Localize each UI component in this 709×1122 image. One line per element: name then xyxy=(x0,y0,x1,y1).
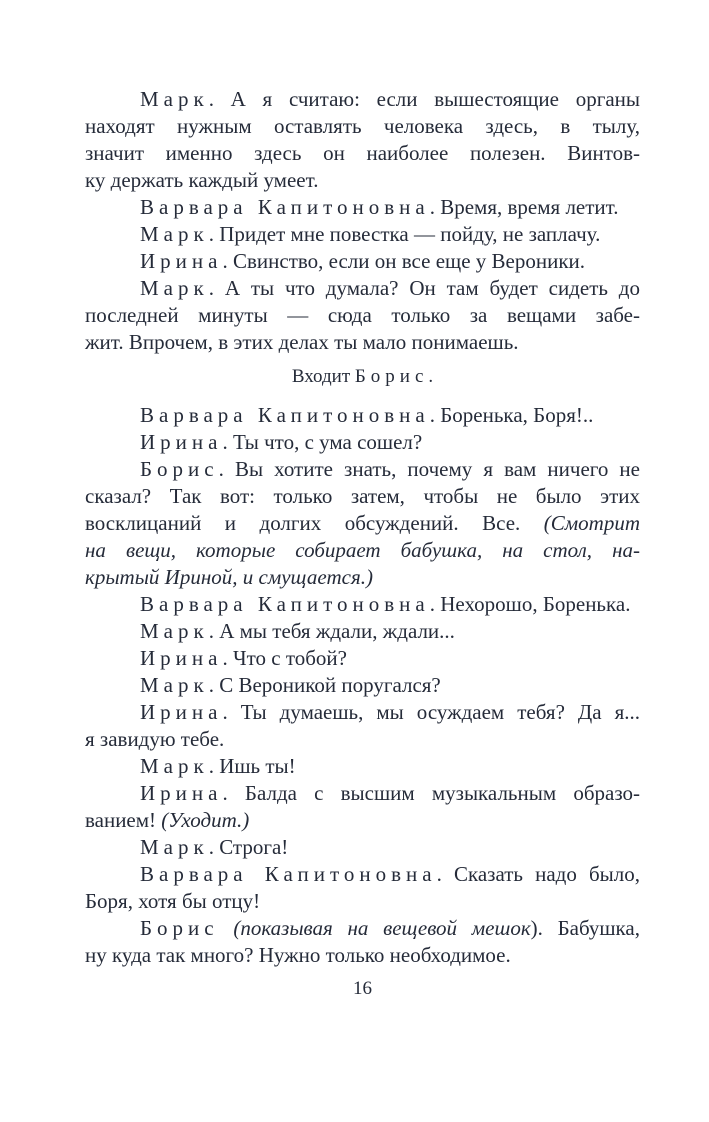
dialogue-paragraph xyxy=(85,194,640,221)
speaker-name: Ирина xyxy=(140,781,223,805)
dialogue-text: сказал? Так вот: только затем, чтобы не было этих xyxy=(85,484,640,508)
speaker-name: Марк xyxy=(140,673,209,697)
dialogue-paragraph xyxy=(85,248,640,275)
dialogue-text: . Боренька, Боря!.. xyxy=(429,403,594,427)
dialogue-paragraph xyxy=(85,402,640,429)
speaker-name: Варвара Капитоновна xyxy=(140,195,430,219)
text-line xyxy=(85,591,640,618)
speaker-name: Марк xyxy=(140,87,209,111)
dialogue-text: . xyxy=(428,366,434,387)
dialogue-text: ну куда так много? Нужно только необходимое. xyxy=(85,943,511,967)
stage-note-text: (показывая на вещевой мешок xyxy=(233,916,531,940)
speaker-name: Варвара Капитоновна xyxy=(140,403,430,427)
text-line xyxy=(85,456,640,483)
text-line xyxy=(85,510,640,537)
dialogue-text: . Что с тобой? xyxy=(222,646,347,670)
text-line xyxy=(85,363,640,390)
dialogue-paragraph xyxy=(85,456,640,591)
dialogue-paragraph xyxy=(85,834,640,861)
dialogue-text xyxy=(219,916,234,940)
speaker-name: Марк xyxy=(140,835,209,859)
dialogue-text: . А ты что думала? Он там будет сидеть до xyxy=(208,276,640,300)
text-line xyxy=(85,645,640,672)
dialogue-text: Боря, хотя бы отцу! xyxy=(85,889,261,913)
stage-note-text: (Смотрит xyxy=(543,511,640,535)
text-line xyxy=(85,726,640,753)
dialogue-paragraph xyxy=(85,780,640,834)
speaker-name: Борис xyxy=(140,457,219,481)
speaker-name: Ирина xyxy=(140,646,223,670)
speaker-name: Варвара Капитоновна xyxy=(140,862,437,886)
speaker-name: Марк xyxy=(140,276,209,300)
dialogue-text: . Время, время летит. xyxy=(429,195,619,219)
dialogue-text: . Вы хотите знать, почему я вам ничего не xyxy=(218,457,640,481)
speaker-name: Марк xyxy=(140,619,209,643)
text-line xyxy=(85,167,640,194)
text-line xyxy=(85,329,640,356)
stage-note-text: крытый Ириной, и смущается.) xyxy=(85,565,373,589)
text-line xyxy=(85,780,640,807)
dialogue-paragraph xyxy=(85,915,640,969)
speaker-name: Ирина xyxy=(140,430,223,454)
text-line xyxy=(85,861,640,888)
dialogue-paragraph xyxy=(85,429,640,456)
text-block xyxy=(85,86,640,969)
dialogue-text: находят нужным оставлять человека здесь, в тылу, xyxy=(85,114,640,138)
text-line xyxy=(85,618,640,645)
speaker-name: Борис xyxy=(354,366,429,387)
stage-note-text: на вещи, которые собирает бабушка, на стол, на- xyxy=(85,538,640,562)
text-line xyxy=(85,194,640,221)
dialogue-text: жит. Впрочем, в этих делах ты мало понимаешь. xyxy=(85,330,519,354)
text-line xyxy=(85,942,640,969)
dialogue-text: . Строга! xyxy=(208,835,289,859)
page-number: 16 xyxy=(353,978,372,999)
dialogue-paragraph xyxy=(85,861,640,915)
text-line xyxy=(85,537,640,564)
text-line xyxy=(85,834,640,861)
text-line xyxy=(85,672,640,699)
dialogue-text: ванием! xyxy=(85,808,162,832)
dialogue-text: последней минуты — сюда только за вещами забе- xyxy=(85,303,640,327)
dialogue-text: ку держать каждый умеет. xyxy=(85,168,319,192)
text-line xyxy=(85,807,640,834)
dialogue-text: . А мы тебя ждали, ждали... xyxy=(208,619,455,643)
speaker-name: Марк xyxy=(140,222,209,246)
dialogue-text: . Свинство, если он все еще у Вероники. xyxy=(222,249,586,273)
text-line xyxy=(85,275,640,302)
text-line xyxy=(85,888,640,915)
stage-direction xyxy=(85,363,640,390)
dialogue-text: . Нехорошо, Боренька. xyxy=(429,592,631,616)
dialogue-text: . Ишь ты! xyxy=(208,754,296,778)
dialogue-text: . А я считаю: если вышестоящие органы xyxy=(208,87,640,111)
text-line xyxy=(85,429,640,456)
text-line xyxy=(85,483,640,510)
speaker-name: Марк xyxy=(140,754,209,778)
dialogue-paragraph xyxy=(85,86,640,194)
dialogue-paragraph xyxy=(85,672,640,699)
dialogue-text: восклицаний и долгих обсуждений. Все. xyxy=(85,511,544,535)
text-line xyxy=(85,221,640,248)
dialogue-paragraph xyxy=(85,591,640,618)
text-line xyxy=(85,753,640,780)
text-line xyxy=(85,402,640,429)
dialogue-paragraph xyxy=(85,221,640,248)
dialogue-paragraph xyxy=(85,618,640,645)
dialogue-text: . Ты думаешь, мы осуждаем тебя? Да я... xyxy=(222,700,640,724)
dialogue-text: значит именно здесь он наиболее полезен. Винтов- xyxy=(85,141,640,165)
dialogue-paragraph xyxy=(85,275,640,356)
dialogue-paragraph xyxy=(85,645,640,672)
text-line xyxy=(85,564,640,591)
dialogue-text: . Балда с высшим музыкальным образо- xyxy=(222,781,640,805)
text-line xyxy=(85,113,640,140)
dialogue-text: . Придет мне повестка — пойду, не заплачу. xyxy=(208,222,601,246)
speaker-name: Борис xyxy=(140,916,219,940)
text-line xyxy=(85,302,640,329)
stage-note-text: (Уходит.) xyxy=(161,808,250,832)
text-line xyxy=(85,86,640,113)
text-line xyxy=(85,140,640,167)
text-line xyxy=(85,248,640,275)
dialogue-text: . Ты что, с ума сошел? xyxy=(222,430,423,454)
text-line xyxy=(85,699,640,726)
speaker-name: Ирина xyxy=(140,700,223,724)
dialogue-text: Входит xyxy=(291,366,355,387)
dialogue-paragraph xyxy=(85,753,640,780)
dialogue-paragraph xyxy=(85,699,640,753)
dialogue-text: ). Бабушка, xyxy=(530,916,641,940)
dialogue-text: я завидую тебе. xyxy=(85,727,225,751)
text-line xyxy=(85,915,640,942)
speaker-name: Варвара Капитоновна xyxy=(140,592,430,616)
dialogue-text: . Сказать надо было, xyxy=(436,862,640,886)
dialogue-text: . С Вероникой поругался? xyxy=(208,673,441,697)
speaker-name: Ирина xyxy=(140,249,223,273)
